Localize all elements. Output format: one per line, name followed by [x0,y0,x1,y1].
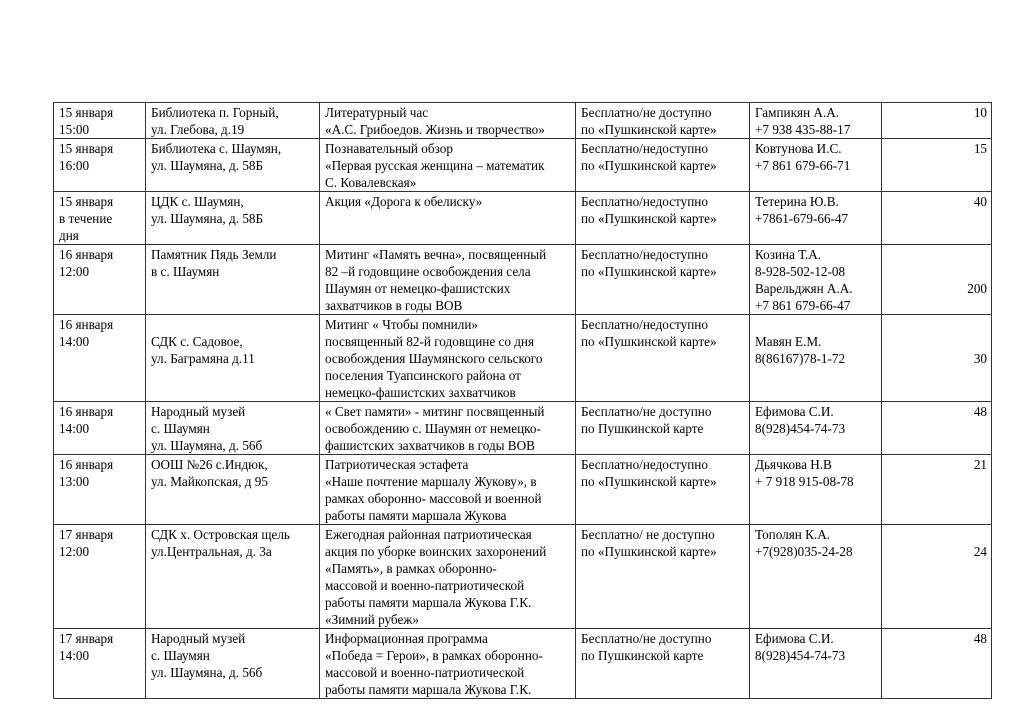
place-cell [146,402,320,455]
event-line: немецко-фашистских захватчиков [325,385,516,400]
event-line: Акция «Дорога к обелиску» [325,194,483,209]
participants-count: 40 [882,192,992,245]
place-line: Народный музей [151,404,246,419]
contact-line: 8(928)454-74-73 [755,648,846,663]
event-line: работы памяти маршала Жукова Г.К. [325,595,532,610]
contact-line: + 7 918 915-08-78 [755,474,854,489]
place-line: ООШ №26 с.Индюк, [151,457,268,472]
payment-line: Бесплатно/не доступно [581,105,712,120]
date-cell [54,402,146,455]
contact-cell [750,315,882,402]
contact-line: 8(86167)78-1-72 [755,351,846,366]
event-cell [320,103,576,139]
contact-cell [750,629,882,699]
table-row [54,402,992,455]
place-line: СДК х. Островская щель [151,527,290,542]
contact-line: 8(928)454-74-73 [755,421,846,436]
event-cell [320,315,576,402]
contact-line: Ковтунова И.С. [755,141,842,156]
place-cell [146,525,320,629]
event-line: посвященный 82-й годовщине со дня [325,334,535,349]
events-table-body [54,103,992,699]
date-cell [54,103,146,139]
date-line: 15 января [59,141,114,156]
participants-count: 21 [882,455,992,525]
place-line: ул. Баграмяна д.11 [151,351,255,366]
date-cell [54,455,146,525]
event-line: «Первая русская женщина – математик [325,158,545,173]
date-line: 14:00 [59,648,90,663]
participants-count: 48 [882,402,992,455]
payment-line: Бесплатно/ не доступно [581,527,715,542]
payment-line: по «Пушкинской карте» [581,264,717,279]
event-line: С. Ковалевская» [325,175,417,190]
table-row [54,525,992,629]
table-row [54,629,992,699]
date-line: 12:00 [59,544,90,559]
place-line: Библиотека п. Горный, [151,105,279,120]
contact-line: 8-928-502-12-08 [755,264,846,279]
payment-line: Бесплатно/недоступно [581,194,708,209]
date-cell [54,192,146,245]
event-cell [320,245,576,315]
contact-line: +7 861 679-66-71 [755,158,851,173]
place-line: с. Шаумян [151,421,210,436]
place-cell [146,455,320,525]
event-line: массовой и военно-патриотической [325,665,525,680]
event-line: освобождению с. Шаумян от немецко- [325,421,541,436]
payment-cell [576,192,750,245]
date-line: 16 января [59,317,114,332]
contact-line: Ефимова С.И. [755,631,834,646]
event-line: Митинг « Чтобы помнили» [325,317,478,332]
table-row [54,139,992,192]
date-line: 17 января [59,527,114,542]
contact-line: +7(928)035-24-28 [755,544,853,559]
payment-line: по «Пушкинской карте» [581,122,717,137]
place-line: ул. Майкопская, д 95 [151,474,268,489]
event-line: поселения Туапсинского района от [325,368,521,383]
event-cell [320,192,576,245]
table-row [54,245,992,315]
date-cell [54,629,146,699]
payment-cell [576,103,750,139]
contact-line: Гампикян А.А. [755,105,840,120]
payment-line: по «Пушкинской карте» [581,334,717,349]
date-line: 15:00 [59,122,90,137]
event-line: Шаумян от немецко-фашистских [325,281,511,296]
payment-line: Бесплатно/недоступно [581,141,708,156]
table-row [54,455,992,525]
date-line: 13:00 [59,474,90,489]
event-line: «Память», в рамках оборонно- [325,561,497,576]
place-cell [146,245,320,315]
place-line: в с. Шаумян [151,264,220,279]
place-line: с. Шаумян [151,648,210,663]
place-line: ул. Глебова, д.19 [151,122,245,137]
payment-line: Бесплатно/не доступно [581,631,712,646]
payment-line: по Пушкинской карте [581,421,704,436]
place-line: СДК с. Садовое, [151,334,243,349]
date-line: 17 января [59,631,114,646]
event-cell [320,402,576,455]
contact-cell [750,245,882,315]
event-cell [320,139,576,192]
participants-count: 48 [882,629,992,699]
date-cell [54,139,146,192]
contact-line: +7 938 435-88-17 [755,122,851,137]
contact-line: +7861-679-66-47 [755,211,849,226]
payment-line: Бесплатно/не доступно [581,404,712,419]
place-line: Народный музей [151,631,246,646]
event-cell [320,525,576,629]
event-line: Литературный час [325,105,429,120]
contact-cell [750,402,882,455]
contact-cell [750,525,882,629]
table-row [54,315,992,402]
contact-cell [750,103,882,139]
contact-cell [750,455,882,525]
place-line: ул. Шаумяна, д. 58Б [151,158,264,173]
participants-count: 200 [882,245,992,315]
participants-count: 30 [882,315,992,402]
payment-cell [576,402,750,455]
contact-line: Дьячкова Н.В [755,457,832,472]
contact-line: Тополян К.А. [755,527,831,542]
place-line: ул. Шаумяна, д. 56б [151,438,263,453]
place-line: ЦДК с. Шаумян, [151,194,244,209]
participants-count: 10 [882,103,992,139]
payment-cell [576,629,750,699]
date-line: 15 января [59,194,114,209]
participants-count: 24 [882,525,992,629]
place-cell [146,629,320,699]
event-cell [320,629,576,699]
event-line: Информационная программа [325,631,488,646]
place-cell [146,315,320,402]
date-line: 16 января [59,404,114,419]
participants-count: 15 [882,139,992,192]
event-line: «Победа = Герои», в рамках оборонно- [325,648,543,663]
payment-line: Бесплатно/недоступно [581,317,708,332]
event-line: «А.С. Грибоедов. Жизнь и творчество» [325,122,545,137]
event-line: « Свет памяти» - митинг посвященный [325,404,545,419]
date-line: 14:00 [59,334,90,349]
event-line: Митинг «Память вечна», посвященный [325,247,547,262]
payment-line: по «Пушкинской карте» [581,158,717,173]
event-line: «Зимний рубеж» [325,612,420,627]
event-line: Патриотическая эстафета [325,457,469,472]
place-line: Библиотека с. Шаумян, [151,141,282,156]
event-line: акция по уборке воинских захоронений [325,544,547,559]
event-line: Ежегодная районная патриотическая [325,527,532,542]
contact-cell [750,192,882,245]
event-line: фашистских захватчиков в годы ВОВ [325,438,535,453]
payment-cell [576,315,750,402]
place-cell [146,139,320,192]
contact-line: Варельджян А.А. [755,281,853,296]
date-line: в течение [59,211,113,226]
payment-cell [576,245,750,315]
payment-line: Бесплатно/недоступно [581,457,708,472]
date-line: дня [59,228,79,243]
date-line: 16:00 [59,158,90,173]
place-line: Памятник Пядь Земли [151,247,277,262]
event-line: захватчиков в годы ВОВ [325,298,463,313]
events-table [53,102,992,699]
contact-cell [750,139,882,192]
payment-line: по «Пушкинской карте» [581,474,717,489]
date-line: 16 января [59,247,114,262]
date-line: 12:00 [59,264,90,279]
event-line: Познавательный обзор [325,141,453,156]
contact-line: +7 861 679-66-47 [755,298,851,313]
payment-cell [576,455,750,525]
payment-line: по «Пушкинской карте» [581,211,717,226]
place-line: ул. Шаумяна, д. 56б [151,665,263,680]
date-line: 16 января [59,457,114,472]
date-cell [54,245,146,315]
date-cell [54,525,146,629]
place-line: ул.Центральная, д. 3а [151,544,272,559]
event-line: работы памяти маршала Жукова [325,508,507,523]
place-cell [146,192,320,245]
event-line: 82 –й годовщине освобождения села [325,264,531,279]
payment-line: Бесплатно/недоступно [581,247,708,262]
event-line: «Наше почтение маршалу Жукову», в [325,474,537,489]
contact-line: Козина Т.А. [755,247,822,262]
table-row [54,103,992,139]
place-cell [146,103,320,139]
payment-line: по Пушкинской карте [581,648,704,663]
event-cell [320,455,576,525]
payment-cell [576,139,750,192]
table-row [54,192,992,245]
payment-cell [576,525,750,629]
date-cell [54,315,146,402]
date-line: 15 января [59,105,114,120]
event-line: освобождения Шаумянского сельского [325,351,543,366]
contact-line: Тетерина Ю.В. [755,194,839,209]
event-line: массовой и военно-патриотической [325,578,525,593]
event-line: рамках оборонно- массовой и военной [325,491,542,506]
place-line: ул. Шаумяна, д. 58Б [151,211,264,226]
contact-line: Мавян Е.М. [755,334,822,349]
date-line: 14:00 [59,421,90,436]
event-line: работы памяти маршала Жукова Г.К. [325,682,532,697]
payment-line: по «Пушкинской карте» [581,544,717,559]
contact-line: Ефимова С.И. [755,404,834,419]
